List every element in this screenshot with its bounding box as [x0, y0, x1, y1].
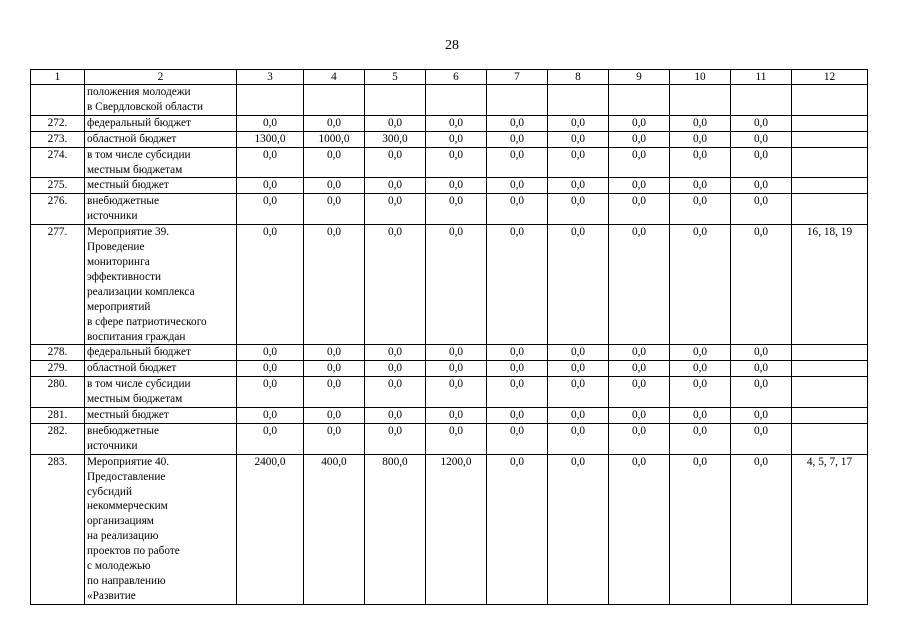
row-name-line: эффективности	[87, 270, 161, 283]
table-row	[31, 115, 868, 131]
row-name-line: в том числе субсидии	[87, 148, 191, 161]
row-name-line: мониторинга	[87, 255, 150, 268]
value-cell: 0,0	[548, 147, 609, 178]
row-name-line: источники	[87, 439, 138, 452]
table-row	[31, 178, 868, 194]
value-cell: 0,0	[426, 408, 487, 424]
value-cell: 0,0	[426, 225, 487, 345]
row-number: 274.	[31, 147, 85, 178]
header-cell: 2	[85, 70, 237, 85]
value-cell: 0,0	[304, 225, 365, 345]
value-cell: 0,0	[365, 178, 426, 194]
row-name-line: местным бюджетам	[87, 163, 183, 176]
value-cell: 0,0	[237, 178, 304, 194]
row-name-line: внебюджетные	[87, 195, 160, 208]
value-cell: 0,0	[548, 225, 609, 345]
value-cell: 1200,0	[426, 454, 487, 604]
row-number: 273.	[31, 131, 85, 147]
value-cell: 0,0	[609, 194, 670, 225]
target-indicators	[792, 345, 868, 361]
value-cell: 0,0	[426, 178, 487, 194]
row-name-line: мероприятий	[87, 300, 151, 313]
value-cell: 0,0	[487, 225, 548, 345]
budget-table	[30, 69, 868, 605]
value-cell: 0,0	[548, 345, 609, 361]
value-cell: 0,0	[487, 178, 548, 194]
row-name-line: в том числе субсидии	[87, 378, 191, 391]
value-cell: 0,0	[365, 408, 426, 424]
value-cell: 0,0	[670, 454, 731, 604]
target-indicators	[792, 423, 868, 454]
row-number: 281.	[31, 408, 85, 424]
row-name-line: проектов по работе	[87, 545, 180, 558]
row-name	[85, 194, 237, 225]
value-cell: 0,0	[731, 225, 792, 345]
value-cell: 0,0	[365, 423, 426, 454]
value-cell: 0,0	[609, 131, 670, 147]
row-name-line: источники	[87, 210, 138, 223]
value-cell: 0,0	[670, 423, 731, 454]
row-number: 278.	[31, 345, 85, 361]
row-number: 280.	[31, 377, 85, 408]
value-cell: 0,0	[670, 225, 731, 345]
value-cell	[609, 85, 670, 116]
value-cell: 800,0	[365, 454, 426, 604]
value-cell: 0,0	[609, 115, 670, 131]
value-cell: 0,0	[731, 361, 792, 377]
row-name-line: по направлению	[87, 575, 166, 587]
target-indicators	[792, 85, 868, 116]
table-row	[31, 454, 868, 604]
row-name-line: внебюджетные	[87, 424, 160, 437]
value-cell: 0,0	[304, 115, 365, 131]
header-cell: 4	[304, 70, 365, 85]
header-cell: 8	[548, 70, 609, 85]
value-cell: 0,0	[609, 377, 670, 408]
row-name-line: Мероприятие 39.	[87, 226, 170, 239]
value-cell: 0,0	[609, 345, 670, 361]
row-name	[85, 225, 237, 345]
row-name	[85, 345, 237, 361]
row-number: 279.	[31, 361, 85, 377]
target-indicators	[792, 194, 868, 225]
row-name-line: некоммерческим	[87, 500, 168, 513]
row-name-line: «Развитие	[87, 589, 136, 602]
row-number: 277.	[31, 225, 85, 345]
value-cell: 0,0	[426, 345, 487, 361]
value-cell	[365, 85, 426, 116]
value-cell: 0,0	[609, 361, 670, 377]
row-name-line: организациям	[87, 515, 154, 528]
target-indicators: 4, 5, 7, 17	[792, 454, 868, 604]
value-cell: 0,0	[365, 225, 426, 345]
row-name	[85, 147, 237, 178]
row-name-line: Предоставление	[87, 470, 166, 483]
value-cell: 0,0	[237, 147, 304, 178]
value-cell: 0,0	[609, 454, 670, 604]
value-cell: 0,0	[548, 377, 609, 408]
row-number: 275.	[31, 178, 85, 194]
row-name-line: Проведение	[87, 241, 145, 254]
value-cell: 0,0	[426, 147, 487, 178]
row-name-line: областной бюджет	[87, 132, 177, 145]
value-cell: 0,0	[237, 361, 304, 377]
header-cell: 12	[792, 70, 868, 85]
value-cell: 0,0	[365, 345, 426, 361]
value-cell: 0,0	[304, 408, 365, 424]
value-cell: 0,0	[365, 377, 426, 408]
target-indicators	[792, 408, 868, 424]
value-cell: 0,0	[304, 345, 365, 361]
header-cell: 5	[365, 70, 426, 85]
row-name	[85, 131, 237, 147]
table-row	[31, 147, 868, 178]
value-cell: 0,0	[731, 147, 792, 178]
row-name-line: в Свердловской области	[87, 100, 203, 113]
row-name-line: реализации комплекса	[87, 285, 195, 298]
value-cell: 0,0	[731, 377, 792, 408]
target-indicators: 16, 18, 19	[792, 225, 868, 345]
value-cell	[237, 85, 304, 116]
row-name-line: федеральный бюджет	[87, 346, 191, 359]
header-cell: 7	[487, 70, 548, 85]
table-row	[31, 408, 868, 424]
row-number: 272.	[31, 115, 85, 131]
value-cell: 0,0	[365, 194, 426, 225]
table-row	[31, 131, 868, 147]
value-cell: 0,0	[731, 178, 792, 194]
value-cell: 0,0	[670, 178, 731, 194]
header-cell: 10	[670, 70, 731, 85]
target-indicators	[792, 377, 868, 408]
value-cell: 0,0	[487, 361, 548, 377]
header-cell: 1	[31, 70, 85, 85]
row-name-line: местный бюджет	[87, 179, 169, 192]
value-cell: 0,0	[670, 361, 731, 377]
value-cell: 0,0	[731, 194, 792, 225]
value-cell: 0,0	[426, 423, 487, 454]
value-cell: 0,0	[304, 377, 365, 408]
value-cell: 0,0	[548, 423, 609, 454]
row-name	[85, 178, 237, 194]
row-name	[85, 377, 237, 408]
row-name-line: федеральный бюджет	[87, 116, 191, 129]
value-cell: 0,0	[304, 147, 365, 178]
value-cell: 0,0	[731, 408, 792, 424]
value-cell: 0,0	[548, 131, 609, 147]
row-name-line: в сфере патриотического	[87, 315, 207, 328]
value-cell	[548, 85, 609, 116]
value-cell: 0,0	[487, 194, 548, 225]
value-cell: 0,0	[670, 147, 731, 178]
value-cell: 0,0	[731, 115, 792, 131]
value-cell: 0,0	[304, 361, 365, 377]
row-number: 282.	[31, 423, 85, 454]
value-cell: 0,0	[304, 194, 365, 225]
value-cell: 0,0	[487, 147, 548, 178]
value-cell: 0,0	[548, 408, 609, 424]
target-indicators	[792, 178, 868, 194]
value-cell: 0,0	[304, 178, 365, 194]
value-cell: 0,0	[670, 131, 731, 147]
row-name	[85, 115, 237, 131]
row-name	[85, 85, 237, 116]
value-cell: 0,0	[731, 454, 792, 604]
value-cell: 0,0	[487, 115, 548, 131]
value-cell: 0,0	[365, 361, 426, 377]
value-cell: 0,0	[548, 115, 609, 131]
value-cell: 0,0	[670, 345, 731, 361]
value-cell: 0,0	[426, 361, 487, 377]
row-name-line: с молодежью	[87, 560, 151, 573]
value-cell	[731, 85, 792, 116]
target-indicators	[792, 131, 868, 147]
value-cell: 1000,0	[304, 131, 365, 147]
value-cell: 0,0	[609, 423, 670, 454]
row-name-line: местным бюджетам	[87, 393, 183, 406]
row-name	[85, 454, 237, 604]
value-cell	[426, 85, 487, 116]
value-cell: 0,0	[237, 408, 304, 424]
value-cell: 0,0	[670, 194, 731, 225]
row-name	[85, 423, 237, 454]
value-cell: 0,0	[609, 225, 670, 345]
table-row	[31, 377, 868, 408]
table-row	[31, 85, 868, 116]
value-cell: 0,0	[487, 131, 548, 147]
value-cell: 0,0	[548, 454, 609, 604]
page-number: 28	[445, 38, 459, 53]
value-cell: 0,0	[426, 377, 487, 408]
target-indicators	[792, 115, 868, 131]
value-cell: 2400,0	[237, 454, 304, 604]
value-cell: 0,0	[487, 408, 548, 424]
target-indicators	[792, 361, 868, 377]
row-name-line: воспитания граждан	[87, 330, 186, 343]
value-cell: 0,0	[670, 115, 731, 131]
value-cell: 1300,0	[237, 131, 304, 147]
value-cell: 0,0	[365, 115, 426, 131]
target-indicators	[792, 147, 868, 178]
value-cell: 0,0	[487, 377, 548, 408]
table-row	[31, 423, 868, 454]
value-cell: 0,0	[731, 423, 792, 454]
value-cell: 0,0	[365, 147, 426, 178]
row-name-line: Мероприятие 40.	[87, 455, 170, 468]
value-cell: 0,0	[426, 131, 487, 147]
header-cell: 6	[426, 70, 487, 85]
value-cell: 0,0	[670, 377, 731, 408]
table-row	[31, 194, 868, 225]
value-cell: 0,0	[548, 178, 609, 194]
value-cell: 300,0	[365, 131, 426, 147]
value-cell: 0,0	[609, 178, 670, 194]
row-name-line: местный бюджет	[87, 409, 169, 422]
value-cell: 0,0	[237, 115, 304, 131]
value-cell: 0,0	[237, 194, 304, 225]
value-cell: 0,0	[487, 345, 548, 361]
header-cell: 9	[609, 70, 670, 85]
value-cell: 0,0	[237, 345, 304, 361]
value-cell: 0,0	[670, 408, 731, 424]
value-cell: 0,0	[426, 115, 487, 131]
value-cell: 0,0	[426, 194, 487, 225]
table-row	[31, 345, 868, 361]
value-cell	[487, 85, 548, 116]
value-cell: 400,0	[304, 454, 365, 604]
row-number	[31, 85, 85, 116]
row-name-line: положения молодежи	[87, 86, 191, 98]
value-cell	[670, 85, 731, 116]
row-number: 276.	[31, 194, 85, 225]
value-cell: 0,0	[304, 423, 365, 454]
value-cell: 0,0	[609, 408, 670, 424]
value-cell: 0,0	[487, 423, 548, 454]
value-cell	[304, 85, 365, 116]
value-cell: 0,0	[609, 147, 670, 178]
row-name-line: областной бюджет	[87, 362, 177, 375]
value-cell: 0,0	[548, 361, 609, 377]
value-cell: 0,0	[731, 131, 792, 147]
value-cell: 0,0	[487, 454, 548, 604]
value-cell: 0,0	[548, 194, 609, 225]
row-name-line: на реализацию	[87, 530, 159, 543]
header-cell: 3	[237, 70, 304, 85]
header-row	[31, 70, 868, 85]
row-name-line: субсидий	[87, 485, 133, 498]
value-cell: 0,0	[237, 377, 304, 408]
row-name	[85, 361, 237, 377]
value-cell: 0,0	[731, 345, 792, 361]
table-row	[31, 225, 868, 345]
value-cell: 0,0	[237, 225, 304, 345]
row-number: 283.	[31, 454, 85, 604]
value-cell: 0,0	[237, 423, 304, 454]
row-name	[85, 408, 237, 424]
header-cell: 11	[731, 70, 792, 85]
table-row	[31, 361, 868, 377]
table-body	[31, 85, 868, 605]
